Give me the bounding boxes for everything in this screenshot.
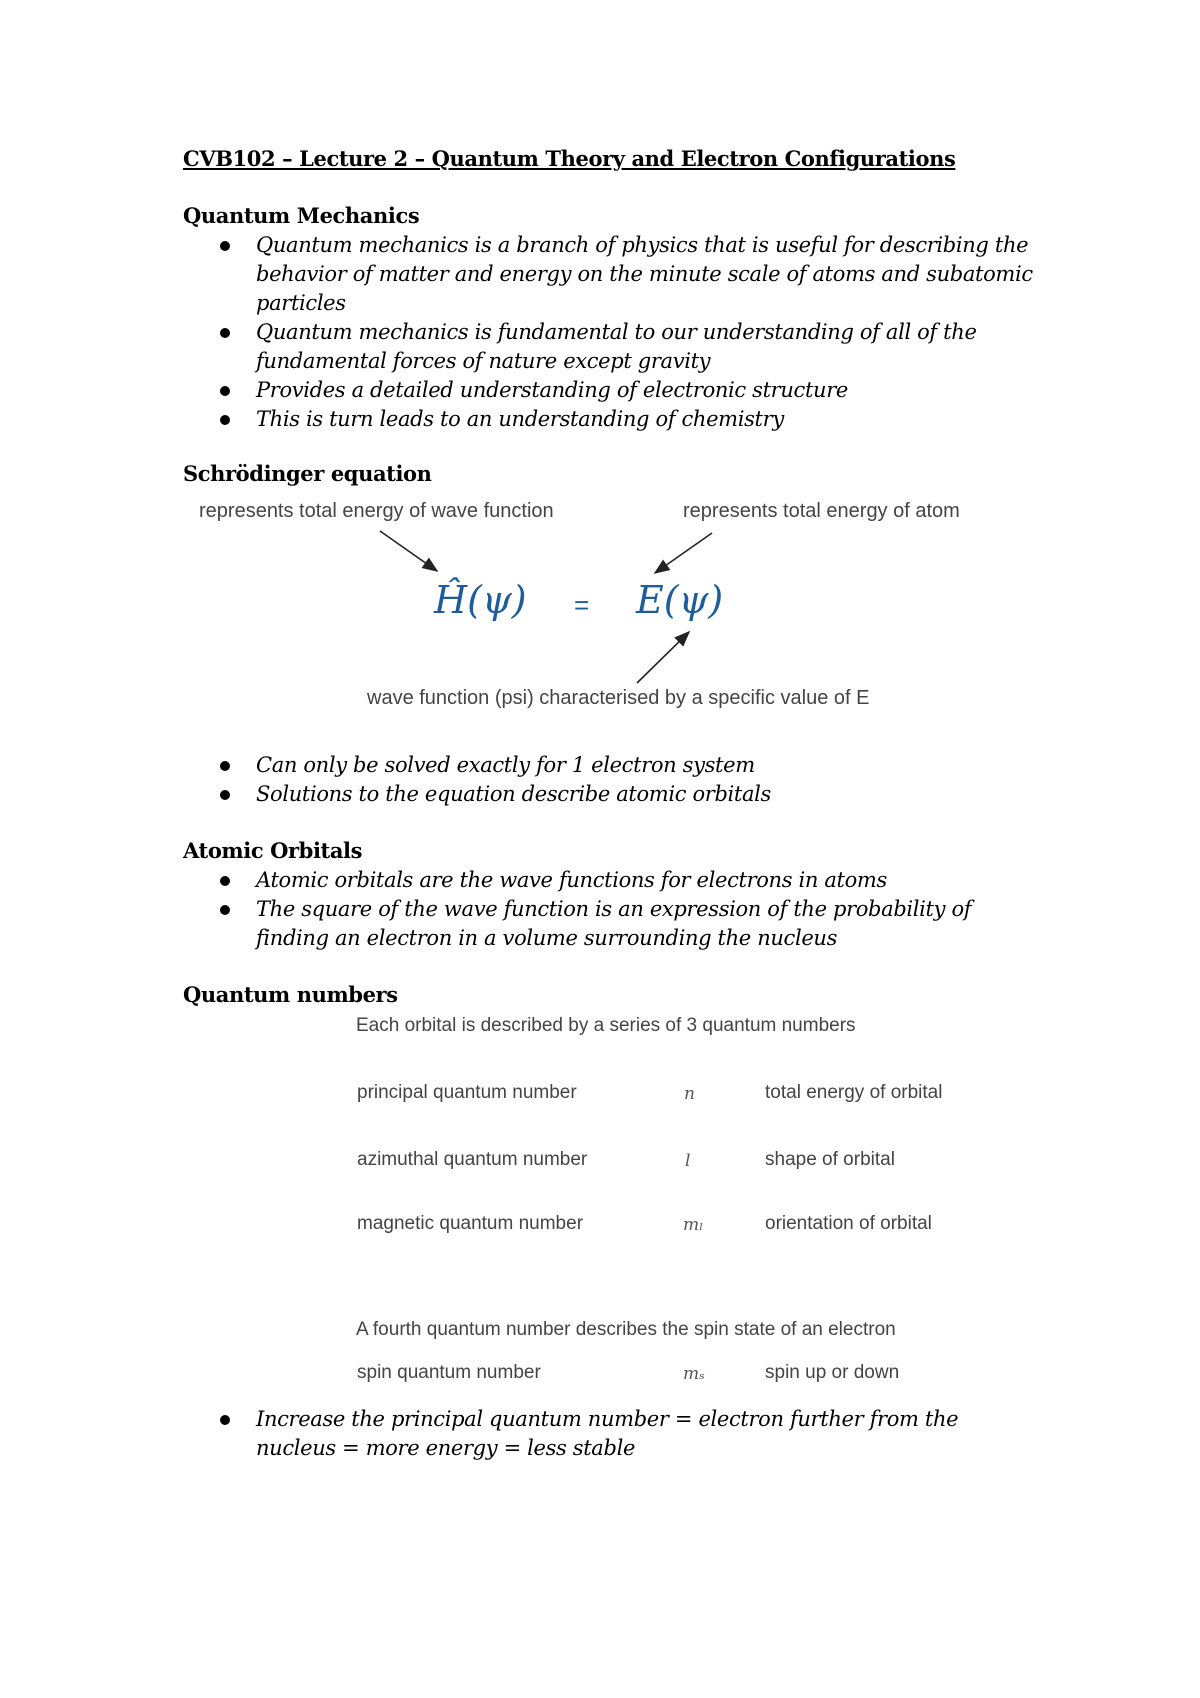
table-cell-meaning: orientation of orbital: [765, 1213, 932, 1234]
table-cell-meaning: total energy of orbital: [765, 1082, 943, 1103]
arrow-left: [380, 531, 437, 571]
figure-label-left: represents total energy of wave function: [199, 500, 554, 522]
bullet-icon: [220, 761, 230, 771]
table-cell-symbol: mₛ: [683, 1364, 705, 1384]
document-title: CVB102 – Lecture 2 – Quantum Theory and Electron Configurations: [183, 146, 956, 171]
table-fourth-intro: A fourth quantum number describes the spin state of an electron: [356, 1319, 896, 1340]
bullet-icon: [220, 790, 230, 800]
table-cell-meaning: shape of orbital: [765, 1149, 895, 1170]
list-item: [220, 895, 1040, 953]
table-cell-symbol: n: [684, 1084, 695, 1104]
figure-label-bottom: wave function (psi) characterised by a specific value of E: [367, 687, 870, 709]
table-cell-name: principal quantum number: [357, 1082, 577, 1103]
equation-lhs: Ĥ(ψ): [434, 578, 527, 622]
arrow-bottom: [637, 632, 689, 683]
list-item-text: Increase the principal quantum number = electron further from the nucleus = more energy = less stable: [256, 1407, 959, 1460]
table-cell-meaning: spin up or down: [765, 1362, 900, 1383]
list-item-text: This is turn leads to an understanding of chemistry: [256, 407, 784, 431]
table-cell-name: azimuthal quantum number: [357, 1149, 588, 1170]
list-item-text: Quantum mechanics is a branch of physics that is useful for describing the behavior of matter and energy on the minute scale of atoms and subatomic particles: [256, 233, 1033, 315]
heading-quantum-mechanics: Quantum Mechanics: [183, 203, 420, 228]
bullet-icon: [220, 876, 230, 886]
bullet-icon: [220, 905, 230, 915]
list-item-text: Can only be solved exactly for 1 electron system: [256, 753, 755, 777]
table-cell-symbol: l: [685, 1151, 691, 1171]
list-item: [220, 780, 1040, 809]
heading-quantum-numbers: Quantum numbers: [183, 982, 398, 1007]
quantum-numbers-list: [220, 1405, 1040, 1463]
heading-atomic-orbitals: Atomic Orbitals: [183, 838, 363, 863]
list-item-text: Atomic orbitals are the wave functions for electrons in atoms: [256, 868, 887, 892]
figure-label-right: represents total energy of atom: [683, 500, 960, 522]
bullet-icon: [220, 1415, 230, 1425]
schrodinger-list: [220, 751, 1040, 809]
equation-rhs: E(ψ): [636, 578, 724, 622]
figure-arrows: [0, 0, 1200, 760]
table-cell-name: spin quantum number: [357, 1362, 541, 1383]
list-item: [220, 1405, 1040, 1463]
heading-schrodinger-equation: Schrödinger equation: [183, 461, 432, 486]
equation-equals: =: [574, 590, 590, 620]
list-item-text: Solutions to the equation describe atomic orbitals: [256, 782, 771, 806]
list-item-text: The square of the wave function is an expression of the probability of finding an electron in a volume surrounding the nucleus: [256, 897, 972, 950]
list-item-text: Provides a detailed understanding of electronic structure: [256, 378, 848, 402]
atomic-orbitals-list: [220, 866, 1040, 953]
list-item: [220, 866, 1040, 895]
list-item-text: Quantum mechanics is fundamental to our understanding of all of the fundamental forces of nature except gravity: [256, 320, 977, 373]
list-item: [220, 751, 1040, 780]
table-cell-name: magnetic quantum number: [357, 1213, 584, 1234]
table-intro: Each orbital is described by a series of 3 quantum numbers: [356, 1015, 856, 1036]
table-cell-symbol: mₗ: [683, 1215, 704, 1235]
arrow-right: [655, 533, 712, 573]
